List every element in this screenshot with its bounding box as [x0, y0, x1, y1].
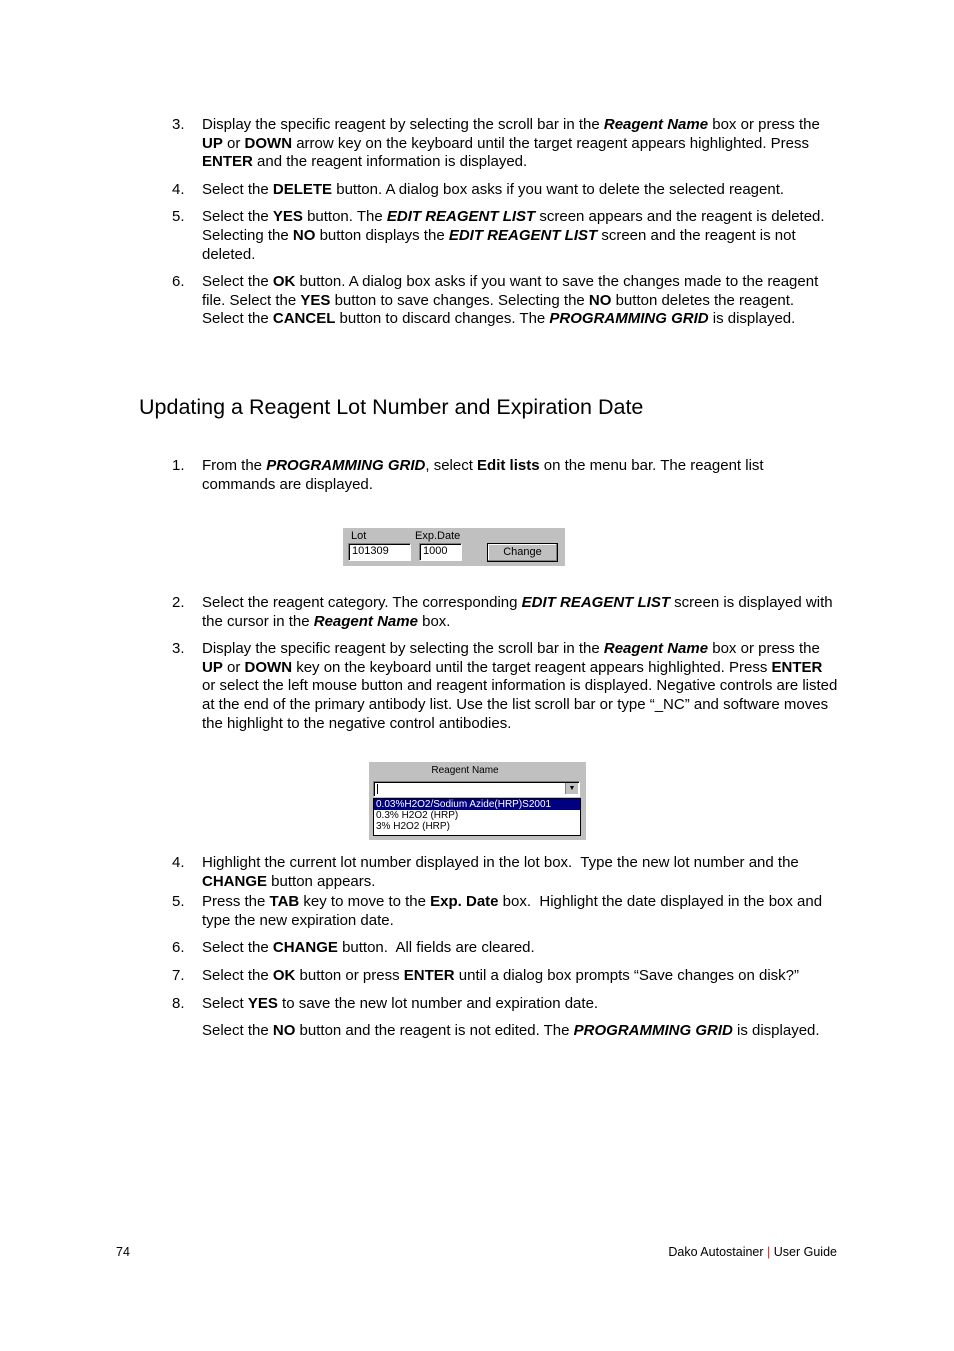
steps-list-b: [172, 594, 838, 733]
step-text: Select YES to save the new lot number and expiration date.: [202, 994, 599, 1012]
step-text: Select the NO button and the reagent is not edited. The PROGRAMMING GRID is displayed.: [202, 1022, 820, 1040]
footer-title: [668, 1245, 837, 1259]
footer-guide: User Guide: [773, 1245, 837, 1259]
list-item: [172, 181, 838, 200]
lot-input[interactable]: 101309: [348, 543, 411, 561]
list-item: [172, 1022, 838, 1041]
step-number: 4.: [172, 854, 185, 871]
lot-expdate-panel: [343, 528, 565, 566]
step-number: 3.: [172, 640, 185, 658]
reagent-listbox[interactable]: [373, 798, 581, 836]
steps-list-c: [172, 854, 838, 1041]
step-number: 4.: [172, 180, 185, 198]
list-item: [172, 939, 838, 958]
list-item: [172, 208, 838, 264]
step-number: 5.: [172, 208, 185, 226]
step-text: Select the DELETE button. A dialog box asks if you want to delete the selected reagent.: [202, 180, 785, 198]
section-heading: Updating a Reagent Lot Number and Expiration Date: [139, 395, 644, 419]
page-number: 74: [116, 1245, 130, 1259]
reagent-name-panel: [369, 762, 586, 840]
list-item: [172, 995, 838, 1014]
chevron-down-icon[interactable]: ▼: [565, 783, 578, 794]
list-item: [172, 640, 838, 733]
list-item: [172, 893, 838, 930]
footer-product: Dako Autostainer: [668, 1245, 764, 1259]
step-text: Press the TAB key to move to the Exp. Date box. Highlight the date displayed in the box and type the new expiration date.: [202, 893, 823, 929]
steps-list-a: [172, 457, 838, 494]
step-number: 1.: [172, 457, 185, 474]
step-text: Highlight the current lot number displayed in the lot box. Type the new lot number and the CHANGE button appears.: [202, 854, 799, 890]
reagent-name-label: Reagent Name: [431, 765, 499, 776]
list-item: [172, 273, 838, 329]
step-text: Display the specific reagent by selecting the scroll bar in the Reagent Name box or press the UP or DOWN key on the keyboard until the target reagent appears highlighted. Press ENTER or select the left mouse button and reagent information is displayed. Negative controls are listed at the end of the primary antibody list. Use the list scroll bar or type “_NC” and software moves the highlight to the negative control antibodies.: [202, 640, 838, 732]
step-text: Select the reagent category. The corresponding EDIT REAGENT LIST screen is displayed with the cursor in the Reagent Name box.: [202, 594, 833, 630]
step-text: Select the OK button or press ENTER until a dialog box prompts “Save changes on disk?”: [202, 966, 800, 984]
list-item: [172, 457, 838, 494]
step-number: [172, 1022, 202, 1041]
change-button[interactable]: Change: [487, 543, 558, 562]
list-item: [172, 967, 838, 986]
step-text: Select the OK button. A dialog box asks if you want to save the changes made to the reagent file. Select the YES button to save changes. Selecting the NO button deletes the reagent. Select the CANCEL button to discard changes. The PROGRAMMING GRID is displayed.: [202, 273, 819, 328]
list-item: [172, 116, 838, 172]
step-number: 6.: [172, 273, 185, 291]
list-item[interactable]: 0.03%H2O2/Sodium Azide(HRP)S2001: [374, 799, 580, 810]
steps-list-top: [172, 116, 838, 329]
list-item: [172, 854, 838, 891]
step-text: Select the CHANGE button. All fields are cleared.: [202, 939, 535, 957]
exp-date-label: Exp.Date: [415, 530, 461, 542]
step-number: 5.: [172, 893, 185, 911]
step-number: 3.: [172, 116, 185, 133]
list-item: [172, 594, 838, 631]
exp-date-input[interactable]: 1000: [419, 543, 462, 561]
step-text: Display the specific reagent by selecting the scroll bar in the Reagent Name box or press the UP or DOWN arrow key on the keyboard until the target reagent appears highlighted. Press ENTER and the reagent information is displayed.: [202, 116, 820, 171]
footer-separator: |: [767, 1245, 771, 1259]
list-item[interactable]: 0.3% H2O2 (HRP): [376, 810, 459, 821]
reagent-name-combo[interactable]: [373, 781, 580, 797]
step-number: 2.: [172, 594, 185, 611]
step-text: From the PROGRAMMING GRID, select Edit lists on the menu bar. The reagent list commands are displayed.: [202, 457, 764, 493]
step-number: 7.: [172, 966, 185, 984]
step-number: 6.: [172, 939, 185, 957]
lot-label: Lot: [351, 530, 367, 542]
step-number: 8.: [172, 994, 185, 1012]
step-text: Select the YES button. The EDIT REAGENT LIST screen appears and the reagent is deleted. Selecting the NO button displays the EDIT REAGENT LIST screen and the reagent is not deleted.: [202, 208, 825, 263]
text-cursor: [377, 784, 378, 794]
list-item[interactable]: 3% H2O2 (HRP): [376, 821, 450, 832]
